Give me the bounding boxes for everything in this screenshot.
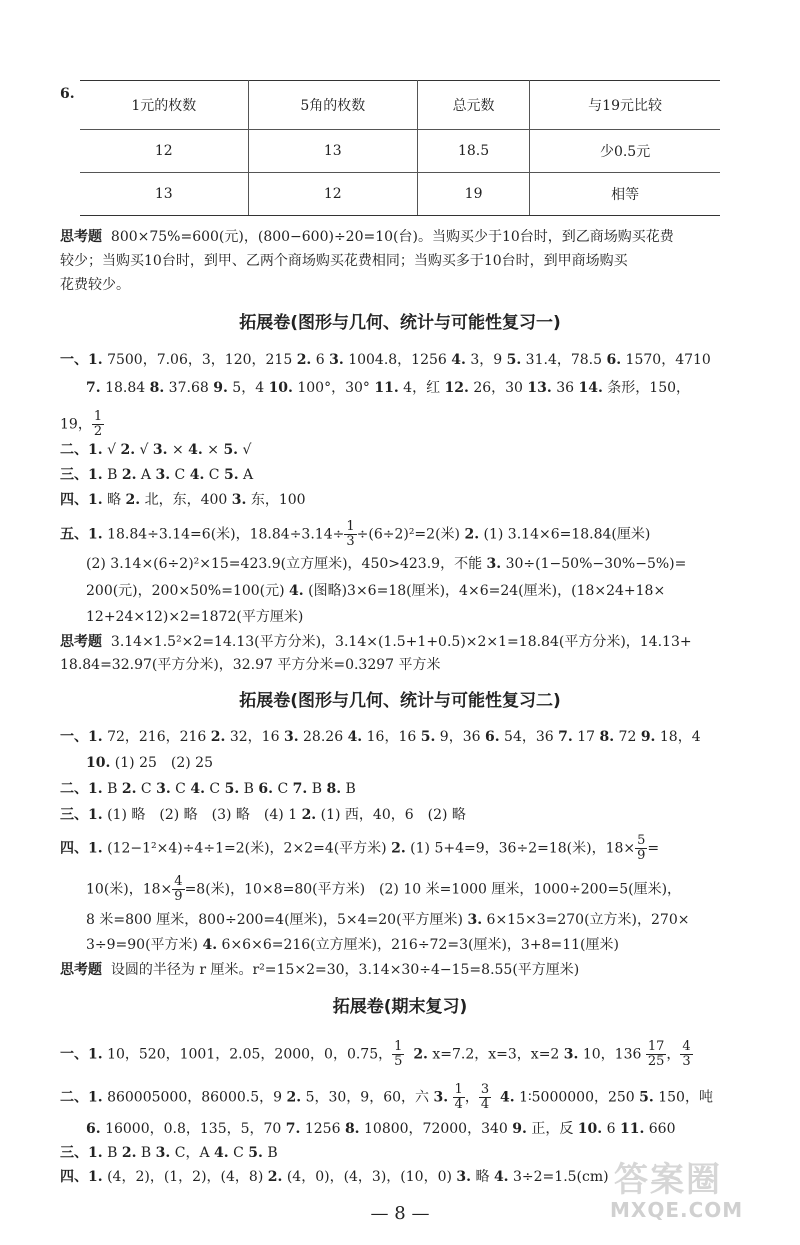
item-number: 4. <box>190 781 205 797</box>
item-answer: B <box>102 781 122 797</box>
item-number: 8. <box>344 1121 360 1137</box>
item-number: 8. <box>599 729 615 745</box>
part-label: 四、 <box>60 840 88 857</box>
answer-text: 6×15×3=270(立方米)，270× <box>482 912 690 928</box>
item-answer: C <box>170 781 191 797</box>
item-answer: √ <box>135 442 153 458</box>
item-answer: B <box>136 1145 156 1161</box>
answer-text: 3÷9=90(平方米) <box>86 937 203 953</box>
item-number: 2. <box>210 729 226 745</box>
coin-table-header: 总元数 <box>417 81 529 130</box>
item-number: 5. <box>223 467 239 483</box>
fraction-numerator: 4 <box>174 874 183 889</box>
item-number: 1. <box>88 352 103 368</box>
item-number: 3. <box>456 1169 472 1185</box>
item-answer: A <box>238 467 254 483</box>
item-answer: 54，36 <box>499 729 559 745</box>
fraction-denominator: 4 <box>480 1097 490 1112</box>
item-answer: C <box>228 1145 249 1161</box>
item-answer: 3，9 <box>465 352 507 368</box>
coin-table <box>80 80 720 216</box>
item-answer: A <box>136 467 156 483</box>
fraction-numerator: 1 <box>346 519 355 534</box>
fraction-denominator: 2 <box>93 424 103 439</box>
part-label: 一、 <box>60 1046 88 1063</box>
watermark-logo <box>606 1152 782 1226</box>
answer-text: 860005000，86000.5，9 <box>102 1089 287 1106</box>
item-answer: 72 <box>614 729 641 745</box>
item-answer: B <box>239 781 259 797</box>
answer-text: 18.84÷3.14=6(米)，18.84÷3.14÷ <box>102 526 345 543</box>
fraction-numerator: 1 <box>454 1082 463 1097</box>
item-answer: 18.84 <box>100 380 150 396</box>
item-answer: 31.4，78.5 <box>521 352 607 368</box>
item-number: 4. <box>214 1145 229 1161</box>
item-number: 10. <box>577 1121 603 1137</box>
item-answer: C <box>204 781 225 797</box>
item-answer: 略 <box>102 492 126 508</box>
answer-text: 10(米)，18× <box>86 881 173 898</box>
item-number: 7. <box>285 1121 301 1137</box>
think-question-line: 花费较少。 <box>60 277 130 293</box>
answer-line <box>60 410 104 439</box>
fraction <box>92 410 104 439</box>
item-answer: 7500，7.06，3，120，215 <box>102 352 297 368</box>
fraction-denominator: 3 <box>346 534 355 549</box>
item-number: 12. <box>444 380 469 396</box>
item-number: 3. <box>467 912 483 928</box>
coin-table-header: 与19元比较 <box>530 81 720 130</box>
item-number: 13. <box>527 380 552 396</box>
answer-text: (2) 3.14×(6÷2)²×15=423.9(立方厘米)，450>423.9，不能 <box>86 556 487 572</box>
part-label: 二、 <box>60 1089 88 1106</box>
answer-text: ， <box>464 1089 479 1106</box>
item-answer: 18，4 <box>655 729 701 745</box>
item-number: 1. <box>88 526 103 543</box>
part-label: 三、 <box>60 467 88 483</box>
answer-text: 5，30，9，60，六 <box>301 1089 434 1106</box>
fraction-numerator: 3 <box>480 1082 490 1097</box>
fraction <box>392 1040 404 1069</box>
answer-text: 30÷(1−50%−30%−5%)= <box>501 556 687 572</box>
answer-line <box>86 581 665 601</box>
item-answer: 1570，4710 <box>621 352 711 368</box>
item-number: 9. <box>640 729 656 745</box>
coin-table-header: 5角的枚数 <box>248 81 417 130</box>
item-number: 10. <box>86 755 111 771</box>
item-answer: 5，4 <box>227 380 269 396</box>
item-number: 1. <box>88 1089 103 1106</box>
think-question-label: 思考题 <box>60 962 102 978</box>
answer-text: =8(米)，10×8=80(平方米) (2) 10 米=1000 厘米，1000÷200=5(厘米)， <box>184 881 682 898</box>
item-number: 4. <box>500 1089 515 1106</box>
item-number: 10. <box>268 380 293 396</box>
item-number: 1. <box>88 442 103 458</box>
item-number: 3. <box>156 781 171 797</box>
coin-table-header-row <box>80 81 720 130</box>
answer-items <box>88 1169 609 1185</box>
item-answer: B <box>102 467 122 483</box>
item-answer: 16，16 <box>362 729 421 745</box>
fraction-numerator: 1 <box>394 1039 403 1054</box>
think-question-line <box>60 960 579 980</box>
fraction-denominator: 4 <box>454 1097 463 1112</box>
answer-line <box>86 378 690 398</box>
item-number: 3. <box>152 442 168 458</box>
answer-items <box>86 380 690 396</box>
think-question-text: 3.14×1.5²×2=14.13(平方分米)，3.14×(1.5+1+0.5)×2×1=18.84(平方分米)，14.13+ <box>110 634 692 650</box>
answer-text: = <box>647 840 660 857</box>
item-number: 11. <box>374 380 399 396</box>
answer-items <box>86 755 213 771</box>
item-number: 4. <box>493 1169 509 1185</box>
item-answer: 26，30 <box>468 380 528 396</box>
fraction <box>646 1040 667 1069</box>
item-number: 7. <box>292 781 308 797</box>
item-number: 6. <box>258 781 274 797</box>
answer-line <box>86 554 686 574</box>
section-title: 拓展卷(期末复习) <box>332 997 468 1017</box>
answer-line <box>60 440 251 460</box>
item-number: 14. <box>578 380 603 396</box>
watermark-text: 答案圈 <box>614 1160 722 1200</box>
answer-text: 150，吨 <box>653 1089 713 1106</box>
item-number: 2. <box>121 467 137 483</box>
item-answer: 6 <box>311 352 330 368</box>
fraction-denominator: 9 <box>637 848 646 863</box>
item-answer: B <box>102 1145 122 1161</box>
item-answer: (4，0)，(4，3)，(10，0) <box>282 1169 457 1185</box>
item-number: 5. <box>639 1089 654 1106</box>
item-answer: 32，16 <box>225 729 284 745</box>
answer-text: 19， <box>60 416 92 433</box>
item-answer: 37.68 <box>164 380 214 396</box>
item-answer: 1004.8，1256 <box>343 352 452 368</box>
answer-text: ， <box>666 1046 681 1063</box>
answer-text: ÷(6÷2)²=2(米) <box>356 526 465 543</box>
item-number: 2. <box>267 1169 283 1185</box>
answer-items <box>88 729 701 745</box>
item-number: 3. <box>283 729 299 745</box>
item-number: 5. <box>420 729 436 745</box>
item-number: 1. <box>88 807 103 823</box>
part-label: 三、 <box>60 1145 88 1161</box>
item-answer: (1) 西，40，6 (2) 略 <box>316 807 466 823</box>
answer-text: 10，520，1001，2.05，2000，0，0.75， <box>102 1046 393 1063</box>
answer-line <box>86 935 619 955</box>
fraction <box>635 834 647 863</box>
part-label: 五、 <box>60 526 88 543</box>
answer-items <box>88 352 711 368</box>
item-answer: C <box>204 467 224 483</box>
item-answer: 正，反 <box>526 1121 578 1137</box>
item-answer: 17 <box>572 729 600 745</box>
item-number: 2. <box>125 492 141 508</box>
think-question-line <box>60 632 692 652</box>
item-answer: 9，36 <box>435 729 485 745</box>
item-number: 4. <box>289 583 304 599</box>
item-number: 5. <box>224 781 240 797</box>
answer-line <box>60 834 659 863</box>
answer-line <box>60 490 306 510</box>
answer-items <box>88 1145 278 1161</box>
fraction-numerator: 1 <box>93 409 103 424</box>
item-answer: 东，100 <box>246 492 306 508</box>
item-answer: 条形，150， <box>602 380 691 396</box>
item-answer: 72，216，216 <box>102 729 211 745</box>
item-number: 1. <box>88 1169 103 1185</box>
table-cell: 18.5 <box>417 130 529 173</box>
answer-text: x=7.2，x=3，x=2 <box>427 1046 564 1063</box>
answer-line <box>60 350 711 370</box>
item-number: 4. <box>451 352 466 368</box>
item-number: 1. <box>88 492 103 508</box>
part-label: 二、 <box>60 781 88 797</box>
item-number: 2. <box>121 781 137 797</box>
item-number: 3. <box>155 1145 171 1161</box>
think-question-label: 思考题 <box>60 634 102 650</box>
answer-text: (1) 3.14×6=18.84(厘米) <box>479 526 651 543</box>
answer-line <box>60 520 650 549</box>
part-label: 二、 <box>60 442 88 458</box>
item-number: 9. <box>213 380 228 396</box>
fraction-denominator: 3 <box>682 1054 691 1069</box>
item-number: 4. <box>347 729 363 745</box>
answer-items <box>88 442 251 458</box>
fraction <box>344 520 356 549</box>
table-cell: 相等 <box>530 173 720 216</box>
item-answer: B <box>341 781 356 797</box>
item-number: 3. <box>231 492 247 508</box>
item-number: 2. <box>120 442 136 458</box>
answer-line <box>86 910 689 930</box>
coin-table-header: 1元的枚数 <box>80 81 248 130</box>
question-6-number: 6. <box>60 86 75 102</box>
item-answer: C，A <box>170 1145 215 1161</box>
watermark-url: MXQE.COM <box>610 1198 744 1222</box>
item-answer: 36 <box>551 380 579 396</box>
item-answer: 28.26 <box>298 729 348 745</box>
think-question-line: 较少；当购买10台时，到甲、乙两个商场购买花费相同；当购买多于10台时，到甲商场购买 <box>60 253 628 269</box>
item-number: 6. <box>86 1121 101 1137</box>
fraction <box>479 1083 491 1112</box>
item-number: 8. <box>149 380 165 396</box>
part-label: 一、 <box>60 729 88 745</box>
item-answer: (1) 略 (2) 略 (3) 略 (4) 1 <box>102 807 302 823</box>
part-label: 三、 <box>60 807 88 823</box>
table-cell: 13 <box>248 130 417 173</box>
item-answer: 660 <box>644 1121 676 1137</box>
fraction-denominator: 5 <box>394 1054 403 1069</box>
answer-line <box>86 753 213 773</box>
item-answer: C <box>136 781 157 797</box>
item-number: 1. <box>88 840 103 857</box>
answer-text: (12−1²×4)÷4÷1=2(米)，2×2=4(平方米) <box>102 840 392 857</box>
table-cell: 19 <box>417 173 529 216</box>
table-row <box>80 173 720 216</box>
answer-text: (1) 5+4=9，36÷2=18(米)，18× <box>405 840 636 857</box>
fraction <box>453 1083 465 1112</box>
answer-items <box>88 781 356 797</box>
item-number: 3. <box>329 352 344 368</box>
part-label: 四、 <box>60 492 88 508</box>
item-number: 2. <box>413 1046 428 1063</box>
table-cell: 12 <box>80 130 248 173</box>
item-answer: 3÷2=1.5(cm) <box>508 1169 609 1185</box>
item-number: 5. <box>506 352 522 368</box>
think-question-line <box>60 227 674 247</box>
answer-line <box>60 805 466 825</box>
item-answer: (1) 25 (2) 25 <box>110 755 214 771</box>
fraction-numerator: 4 <box>682 1039 691 1054</box>
item-number: 9. <box>512 1121 527 1137</box>
item-number: 2. <box>301 807 317 823</box>
item-number: 7. <box>558 729 573 745</box>
item-number: 4. <box>188 442 203 458</box>
item-number: 3. <box>433 1089 449 1106</box>
item-number: 2. <box>464 526 480 543</box>
fraction-denominator: 25 <box>647 1054 665 1069</box>
item-number: 1. <box>88 781 103 797</box>
item-answer: C <box>170 467 190 483</box>
item-answer: 北，东，400 <box>140 492 232 508</box>
item-number: 2. <box>286 1089 302 1106</box>
answer-text: 10，136 <box>578 1046 646 1063</box>
item-answer: B <box>307 781 327 797</box>
table-cell: 少0.5元 <box>530 130 720 173</box>
answer-line <box>60 1143 278 1163</box>
answer-text: 1∶5000000，250 <box>514 1089 640 1106</box>
think-question-text: 设圆的半径为 r 厘米。r²=15×2=30，3.14×30÷4−15=8.55(平方厘米) <box>110 962 580 978</box>
table-row <box>80 130 720 173</box>
item-answer: (4，2)，(1，2)，(4，8) <box>102 1169 268 1185</box>
item-number: 3. <box>563 1046 579 1063</box>
item-answer: B <box>262 1145 278 1161</box>
answer-line <box>60 465 253 485</box>
fraction-numerator: 5 <box>637 833 646 848</box>
section-title: 拓展卷(图形与几何、统计与可能性复习一) <box>239 313 561 333</box>
item-answer: √ <box>238 442 252 458</box>
fraction <box>172 875 184 904</box>
item-answer: 100°，30° <box>292 380 375 396</box>
answer-line <box>86 875 681 904</box>
item-number: 11. <box>619 1121 645 1137</box>
item-answer: 1256 <box>300 1121 345 1137</box>
item-number: 4. <box>202 937 218 953</box>
answer-items <box>88 492 306 508</box>
item-number: 1. <box>88 467 103 483</box>
answer-line <box>60 779 356 799</box>
answer-items <box>86 1121 676 1137</box>
item-number: 6. <box>606 352 622 368</box>
item-number: 5. <box>248 1145 263 1161</box>
table-cell: 13 <box>80 173 248 216</box>
item-number: 6. <box>484 729 500 745</box>
item-answer: 10800，72000，340 <box>359 1121 513 1137</box>
answer-line <box>86 1119 676 1139</box>
think-question-text: 800×75%=600(元)，(800−600)÷20=10(台)。当购买少于10台时，到乙商场购买花费 <box>110 229 674 245</box>
item-number: 1. <box>88 1145 103 1161</box>
section-title: 拓展卷(图形与几何、统计与可能性复习二) <box>239 691 561 711</box>
fraction <box>680 1040 692 1069</box>
item-number: 7. <box>86 380 101 396</box>
item-number: 2. <box>296 352 312 368</box>
item-number: 3. <box>486 556 502 572</box>
item-answer: 16000，0.8，135，5，70 <box>100 1121 286 1137</box>
answer-text: 8 米=800 厘米，800÷200=4(厘米)，5×4=20(平方厘米) <box>86 912 468 928</box>
answer-line <box>60 1083 713 1112</box>
item-number: 1. <box>88 1046 103 1063</box>
fraction-denominator: 9 <box>174 889 183 904</box>
part-label: 四、 <box>60 1169 88 1185</box>
item-number: 8. <box>326 781 342 797</box>
answer-text: 6×6×6=216(立方厘米)，216÷72=3(厘米)，3+8=11(厘米) <box>217 937 619 953</box>
part-label: 一、 <box>60 352 88 368</box>
item-number: 2. <box>121 1145 137 1161</box>
item-number: 5. <box>223 442 239 458</box>
item-answer: C <box>273 781 293 797</box>
item-answer: × <box>167 442 189 458</box>
think-question-label: 思考题 <box>60 229 102 245</box>
fraction-numerator: 17 <box>647 1039 665 1054</box>
item-number: 4. <box>189 467 205 483</box>
answer-line <box>60 1040 693 1069</box>
think-question-line: 18.84=32.97(平方分米)，32.97 平方分米=0.3297 平方米 <box>60 657 441 673</box>
item-number: 2. <box>391 840 406 857</box>
item-answer: 略 <box>471 1169 494 1185</box>
answer-text: (图略)3×6=18(厘米)，4×6=24(厘米)，(18×24+18× <box>303 583 666 599</box>
answer-text: 200(元)，200×50%=100(元) <box>86 583 290 599</box>
page-number: — 8 — <box>370 1203 430 1224</box>
answer-line <box>60 727 701 747</box>
table-cell: 12 <box>248 173 417 216</box>
item-number: 1. <box>88 729 103 745</box>
item-answer: 4，红 <box>398 380 445 396</box>
answer-line: 12+24×12)×2=1872(平方厘米) <box>86 609 304 625</box>
item-answer: 6 <box>602 1121 620 1137</box>
answer-items <box>88 467 253 483</box>
item-answer: √ <box>102 442 121 458</box>
answer-line <box>60 1167 609 1187</box>
item-number: 3. <box>155 467 171 483</box>
item-answer: × <box>202 442 224 458</box>
answer-items <box>88 807 466 823</box>
